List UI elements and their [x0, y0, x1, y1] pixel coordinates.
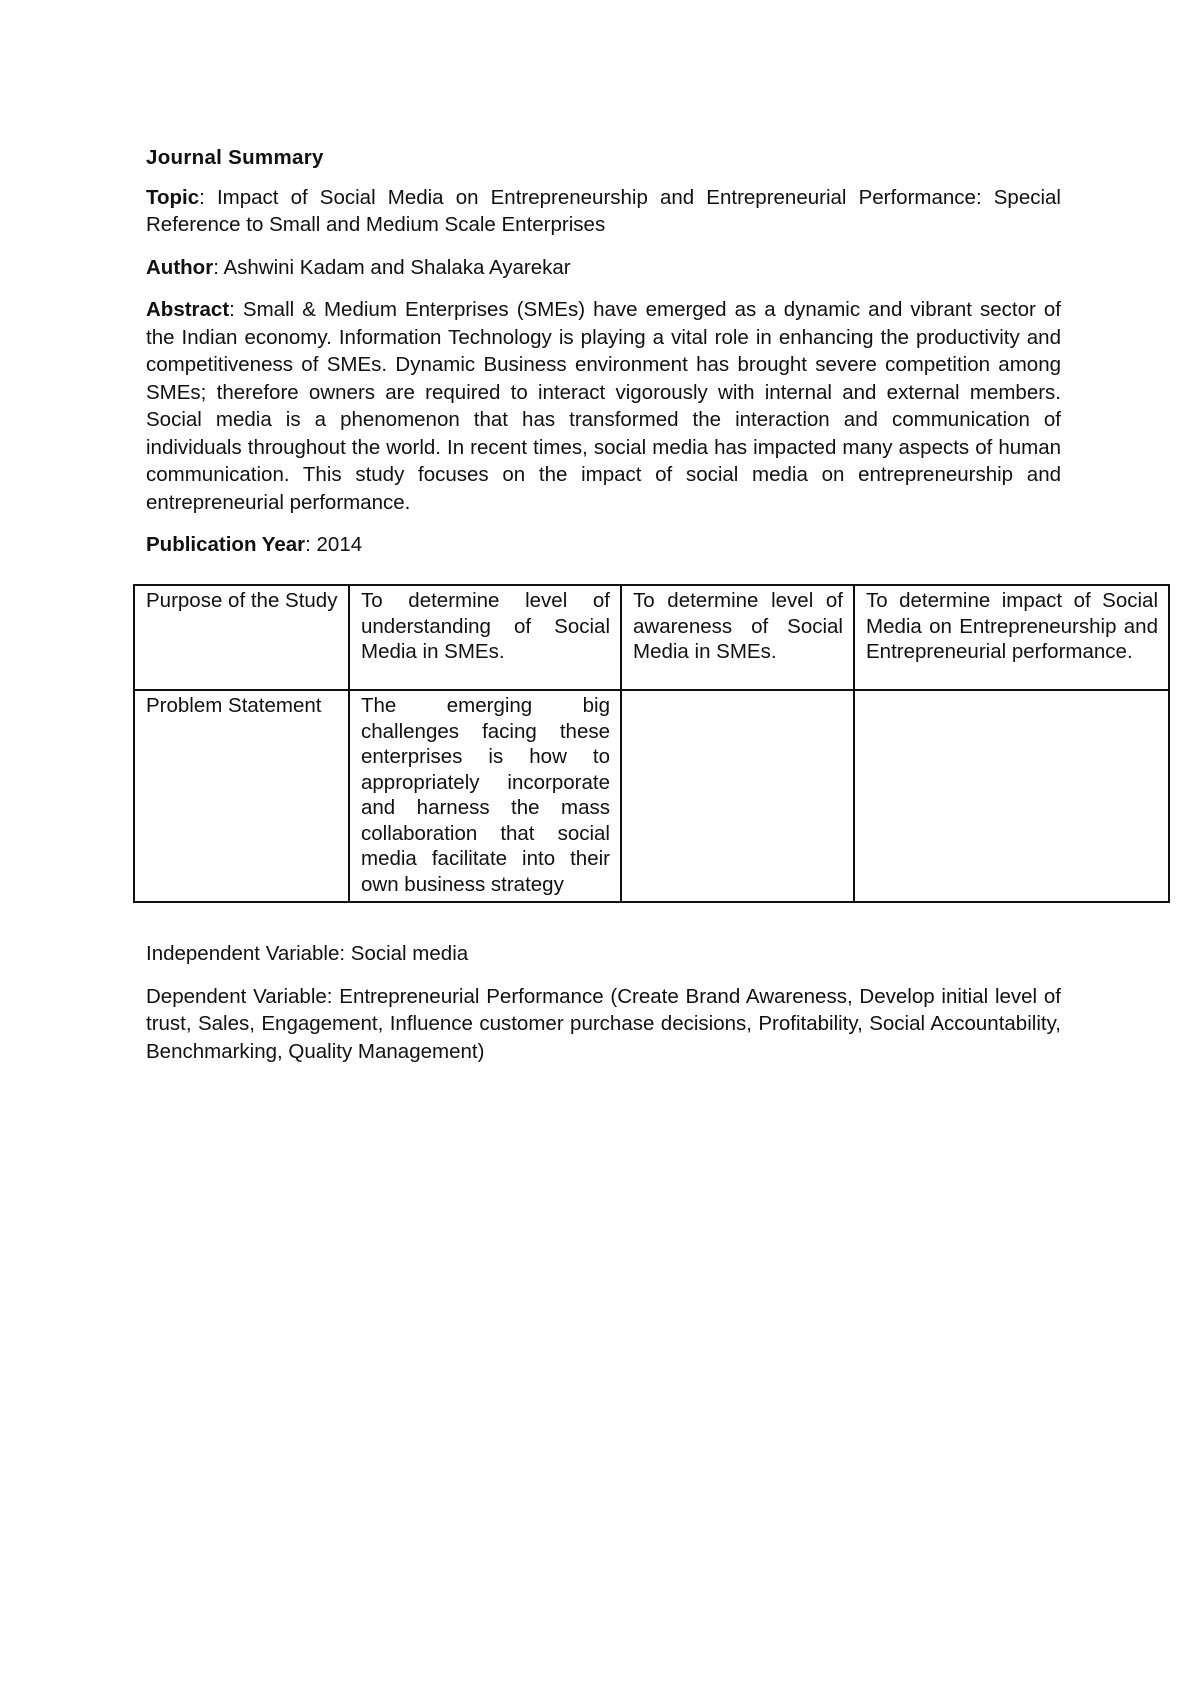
abstract-value: : Small & Medium Enterprises (SMEs) have emerged as a dynamic and vibrant sector of the Indian economy. Information Technology is playing a vital role in enhancing the productivity and competitiveness of SMEs. Dynamic Business environment has brought severe competition among SMEs; therefore owners are required to interact vigorously with internal and external members. Social media is a phenomenon that has transformed the interaction and communication of individuals throughout the world. In recent times, social media has impacted many aspects of human communication. This study focuses on the impact of social media on entrepreneurship and entrepreneurial performance.	[146, 298, 1061, 514]
variables-section	[146, 940, 1061, 1080]
topic-value: : Impact of Social Media on Entrepreneurship and Entrepreneurial Performance: Special Reference to Small and Medium Scale Enterprises	[146, 185, 1061, 236]
author-label: Author	[146, 255, 214, 279]
table-cell: To determine impact of Social Media on Entrepreneurship and Entrepreneurial performance.	[854, 585, 1169, 690]
publication-year-paragraph	[146, 531, 1061, 559]
table-cell: The emerging big challenges facing these enterprises is how to appropriately incorporate and harness the mass collaboration that social media facilitate into their own business strategy	[349, 690, 621, 902]
publication-year-value: : 2014	[305, 533, 363, 556]
abstract-label: Abstract	[146, 298, 230, 321]
table-cell: To determine level of awareness of Social Media in SMEs.	[621, 585, 854, 690]
table-row	[134, 690, 1169, 902]
independent-variable: Independent Variable: Social media	[146, 942, 469, 965]
topic-label: Topic	[146, 185, 200, 209]
document-title: Journal Summary	[146, 146, 324, 169]
author-value: : Ashwini Kadam and Shalaka Ayarekar	[213, 255, 571, 279]
row-header-problem-statement: Problem Statement	[134, 690, 349, 902]
table-cell	[621, 690, 854, 902]
row-header-purpose: Purpose of the Study	[134, 585, 349, 690]
author-paragraph	[146, 254, 1061, 282]
document-body	[146, 144, 1061, 574]
dependent-variable: Dependent Variable: Entrepreneurial Performance (Create Brand Awareness, Develop initial level of trust, Sales, Engagement, Influence customer purchase decisions, Profitability, Social Accountability, Benchmarking, Quality Management)	[146, 984, 1061, 1063]
table-cell: To determine level of understanding of Social Media in SMEs.	[349, 585, 621, 690]
publication-year-label: Publication Year	[146, 533, 306, 556]
summary-table	[133, 584, 1170, 903]
table-row	[134, 585, 1169, 690]
abstract-paragraph	[146, 296, 1061, 516]
table-cell	[854, 690, 1169, 902]
topic-paragraph	[146, 184, 1061, 239]
